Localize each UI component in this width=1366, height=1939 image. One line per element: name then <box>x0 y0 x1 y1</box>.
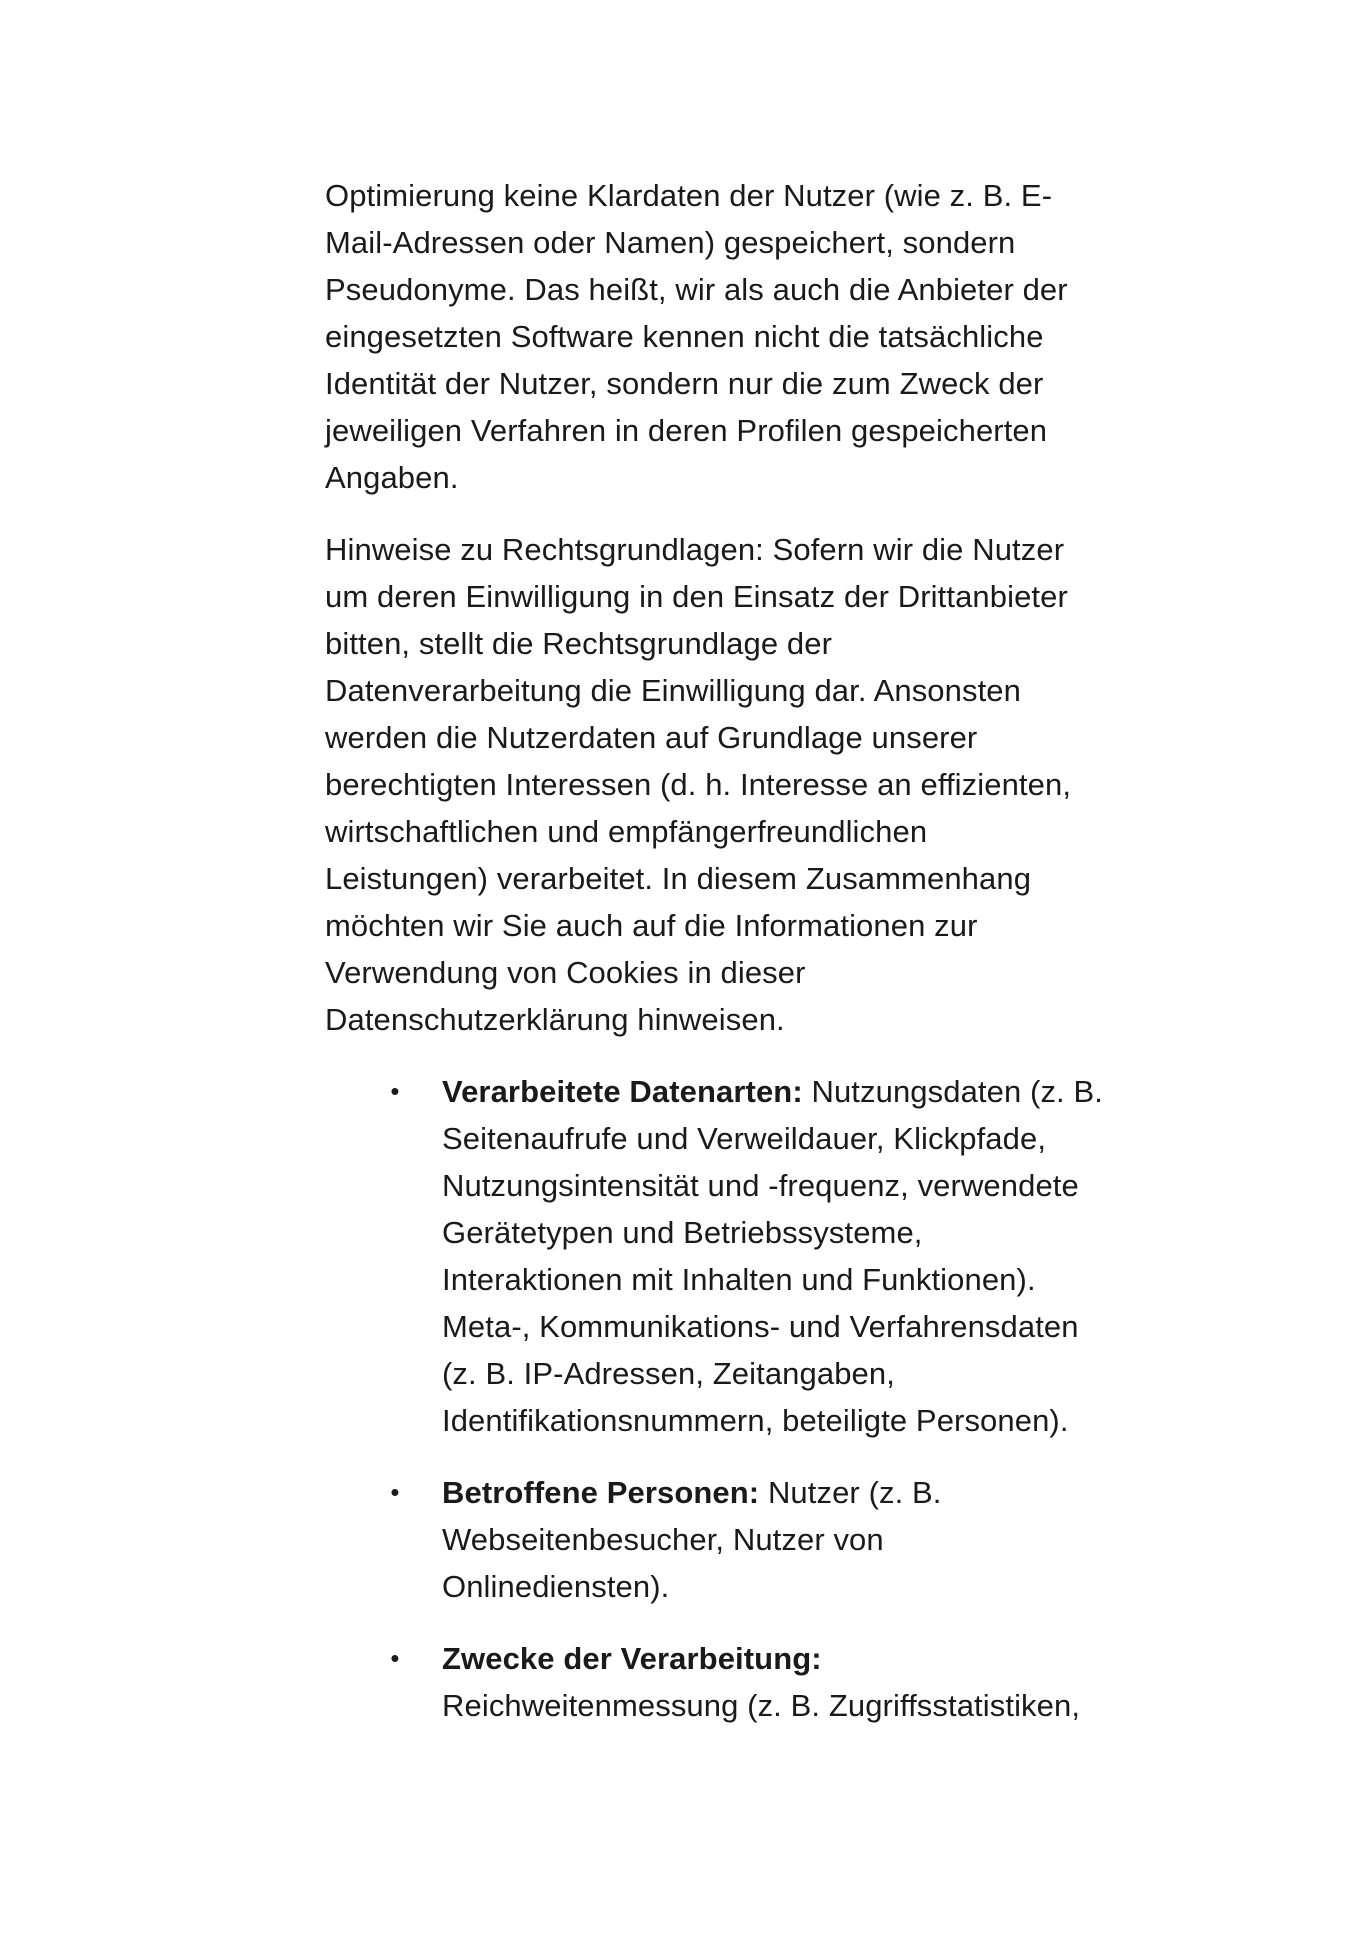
list-item-text: Nutzungsdaten (z. B. <box>802 1074 1103 1109</box>
text-line: berechtigten Interessen (d. h. Interesse an effizienten, <box>325 767 1072 802</box>
list-item-term: Betroffene Personen: <box>442 1475 760 1510</box>
list-item-term: Zwecke der Verarbeitung: <box>442 1641 822 1676</box>
list-item-text: Nutzer (z. B. <box>759 1475 942 1510</box>
text-line: um deren Einwilligung in den Einsatz der Drittanbieter <box>325 579 1068 614</box>
text-line: Angaben. <box>325 460 459 495</box>
text-line: Onlinediensten). <box>442 1569 670 1604</box>
text-line: bitten, stellt die Rechtsgrundlage der <box>325 626 832 661</box>
list-item-affected-persons <box>325 1469 1145 1610</box>
paragraph-pseudonyms <box>325 172 1145 501</box>
text-line: Pseudonyme. Das heißt, wir als auch die Anbieter der <box>325 272 1068 307</box>
list-item-term: Verarbeitete Datenarten: <box>442 1074 803 1109</box>
text-line: Identifikationsnummern, beteiligte Personen). <box>442 1403 1069 1438</box>
text-line: jeweiligen Verfahren in deren Profilen gespeicherten <box>325 413 1048 448</box>
text-line: Meta-, Kommunikations- und Verfahrensdaten <box>442 1309 1079 1344</box>
text-line: Reichweitenmessung (z. B. Zugriffsstatistiken, <box>442 1688 1081 1723</box>
paragraph-legal-basis <box>325 526 1145 1043</box>
list-item-first-line <box>442 1635 1145 1682</box>
list-item-purposes <box>325 1635 1145 1729</box>
text-line: eingesetzten Software kennen nicht die tatsächliche <box>325 319 1044 354</box>
text-line: Leistungen) verarbeitet. In diesem Zusammenhang <box>325 861 1032 896</box>
bullet-icon: • <box>390 1076 400 1106</box>
text-line: Gerätetypen und Betriebssysteme, <box>442 1215 923 1250</box>
text-line: möchten wir Sie auch auf die Informationen zur <box>325 908 978 943</box>
text-line: Hinweise zu Rechtsgrundlagen: Sofern wir die Nutzer <box>325 532 1065 567</box>
text-line: Mail-Adressen oder Namen) gespeichert, sondern <box>325 225 1016 260</box>
text-line: Webseitenbesucher, Nutzer von <box>442 1522 884 1557</box>
list-item-first-line <box>442 1068 1145 1115</box>
text-line: Optimierung keine Klardaten der Nutzer (wie z. B. E- <box>325 178 1053 213</box>
list-item-first-line <box>442 1469 1145 1516</box>
text-line: Datenschutzerklärung hinweisen. <box>325 1002 785 1037</box>
list-item-data-types <box>325 1068 1145 1444</box>
text-line: Interaktionen mit Inhalten und Funktionen). <box>442 1262 1036 1297</box>
text-line: Nutzungsintensität und -frequenz, verwendete <box>442 1168 1079 1203</box>
text-line: werden die Nutzerdaten auf Grundlage unserer <box>325 720 978 755</box>
text-line: Seitenaufrufe und Verweildauer, Klickpfade, <box>442 1121 1047 1156</box>
document-body <box>325 172 1145 1754</box>
text-line: Identität der Nutzer, sondern nur die zum Zweck der <box>325 366 1044 401</box>
bullet-icon: • <box>390 1477 400 1507</box>
text-line: Verwendung von Cookies in dieser <box>325 955 806 990</box>
bullet-icon: • <box>390 1643 400 1673</box>
bullet-list <box>325 1068 1145 1729</box>
text-line: Datenverarbeitung die Einwilligung dar. Ansonsten <box>325 673 1021 708</box>
text-line: wirtschaftlichen und empfängerfreundlichen <box>325 814 928 849</box>
text-line: (z. B. IP-Adressen, Zeitangaben, <box>442 1356 895 1391</box>
